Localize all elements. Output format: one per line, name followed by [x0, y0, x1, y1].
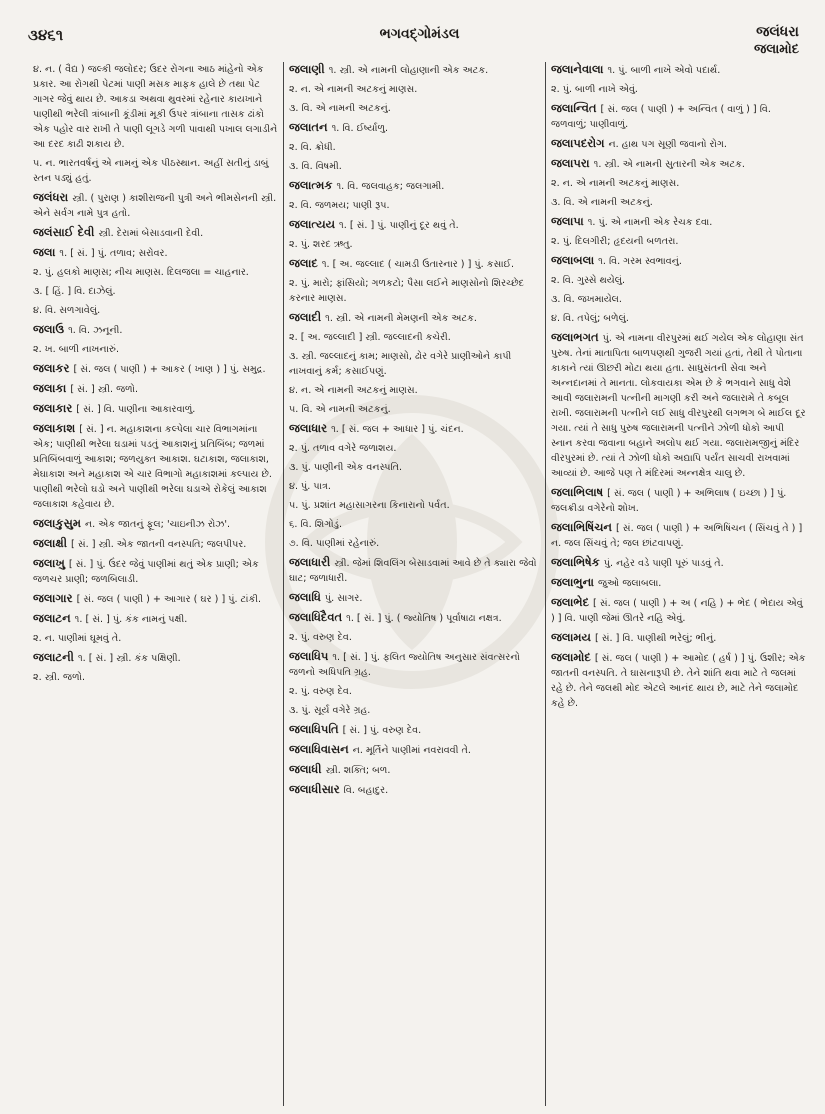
entry-headword: જલાન્વિત	[551, 101, 601, 115]
entry-definition: ૩. વિ. એ નામની અટકનું.	[289, 103, 391, 114]
dictionary-entry	[33, 516, 278, 532]
dictionary-entry	[33, 303, 278, 318]
dictionary-entry	[551, 214, 806, 230]
dictionary-entry	[289, 762, 540, 778]
entry-definition: ન. હાથ પગ સૂણી જવાનો રોગ.	[608, 139, 727, 150]
entry-definition: ૧. [ સં. ] પું. કંક નામનું પક્ષી.	[74, 614, 188, 625]
dictionary-entry	[289, 742, 540, 758]
dictionary-entry	[33, 342, 278, 357]
dictionary-entry	[33, 381, 278, 397]
dictionary-entry	[289, 421, 540, 437]
dictionary-entry	[551, 330, 806, 481]
entry-headword: જલાભગત	[551, 330, 603, 344]
entry-definition: ૩. વિ. એ નામની અટકનું.	[551, 197, 653, 208]
entry-headword: જલાત્મક	[289, 178, 337, 192]
dictionary-entry	[289, 310, 540, 326]
entry-definition: [ સં. ] પું. ઉંદર જેવું પાણીમાં થતું એક પ્રાણી; એક જળચર પ્રાણી; જળબિલાડી.	[33, 559, 259, 585]
entry-definition: ૨. પું. હલકો માણસ; નીચ માણસ. દિલજલા = ચાહનાર.	[33, 267, 249, 278]
entry-definition: ન. એક જાતનું ફૂલ; 'ચાઇનીઝ રોઝ'.	[84, 519, 231, 530]
entry-definition: [ સં. જલ ( પાણી ) + અન્વિત ( વાળું ) ] વિ. જળવાળું; પાણીવાળું.	[551, 104, 771, 130]
dictionary-entry	[289, 237, 540, 252]
entry-headword: જલાભિષિંચન	[551, 520, 616, 534]
entry-definition: ૪. વિ. સળગાવેલું.	[33, 305, 101, 316]
dictionary-entry	[33, 421, 278, 512]
entry-definition: [ સં. જલ ( પાણી ) + અભિલાષ ( ઇચ્છા ) ] પું. જલક્રીડા વગેરેનો શોખ.	[551, 488, 787, 514]
entry-definition: ૧. પું. બાળી નાખે એવો પદાર્થ.	[607, 65, 721, 76]
guide-word-last: જલામોદ	[753, 42, 799, 57]
dictionary-entry	[551, 273, 806, 288]
entry-definition: ૧. પું. એ નામની એક રેચક દવા.	[587, 217, 713, 228]
entry-headword: જલાધારી	[289, 555, 335, 569]
entry-headword: જલાકાર	[33, 401, 77, 415]
entry-definition: વિ. બહાદુર.	[343, 785, 389, 796]
entry-definition: ૬. વિ. શિગોડું.	[289, 519, 342, 530]
dictionary-entry	[289, 402, 540, 417]
dictionary-entry	[33, 245, 278, 261]
entry-definition: ૧. [ સં. ] પું. પાણીનું દૂર થવું તે.	[339, 220, 459, 231]
entry-definition: ૩. વિ. જખમાયેલ.	[551, 294, 622, 305]
entry-definition: ૨. ન. પાણીમાં ઘૂમવું તે.	[33, 633, 122, 644]
dictionary-entry	[33, 322, 278, 338]
dictionary-entry	[551, 195, 806, 210]
dictionary-entry	[551, 292, 806, 307]
entry-headword: જલાભુના	[551, 575, 598, 589]
entry-definition: ૨. પું. દિલગીરી; હૃદયની બળતરા.	[551, 236, 679, 247]
entry-definition: સ્ત્રી. ( પુરાણ ) કાશીરાજની પુત્રી અને ભીમસેનની સ્ત્રી. એને સર્વગ નામે પુત્ર હતો.	[33, 193, 277, 219]
entry-headword: જલાપદરોગ	[551, 136, 609, 150]
entry-definition: ૧. [ અ. જલ્લાદ ( ચામડી ઉતારનાર ) ] પું. કસાઈ.	[321, 259, 515, 270]
entry-headword: જલાપરા	[551, 156, 594, 170]
dictionary-entry	[33, 536, 278, 552]
entry-headword: જલાકર	[33, 361, 74, 375]
entry-headword: જલાધિપ	[289, 649, 333, 663]
entry-definition: [ સં. જલ ( પાણી ) + અ ( નહિ ) + ભેદ ( ભેદાય એવું ) ] વિ. પાણી જેમાં ઊતરે નહિ એવું.	[551, 598, 803, 624]
entry-definition: ૩. સ્ત્રી. જલ્લાદનું કામ; માણસો, ઢોર વગેરે પ્રાણીઓને કાપી નાખવાનું કર્મ; કસાઈપણું.	[289, 351, 512, 377]
entry-headword: જલાતન	[289, 120, 332, 134]
column-3	[546, 62, 811, 1106]
dictionary-entry	[551, 156, 806, 172]
page-header	[28, 20, 811, 60]
entry-headword: જલા	[33, 245, 60, 259]
dictionary-entry	[551, 176, 806, 191]
entry-headword: જલાક્ષી	[33, 536, 72, 550]
entry-definition: ૨. ન. એ નામની અટકનું માણસ.	[551, 178, 680, 189]
entry-definition: ૧. [ સં. ] સ્ત્રી. કંક પક્ષિણી.	[77, 653, 181, 664]
dictionary-entry	[289, 460, 540, 475]
entry-definition: ૨. ખ. બાળી નાખનારું.	[33, 344, 120, 355]
entry-definition: ૧. વિ. ઝનૂની.	[68, 325, 123, 336]
entry-definition: ૨. [ અ. જલ્લાદી ] સ્ત્રી. જલ્લાદની કચેરી.	[289, 332, 451, 343]
dictionary-entry	[33, 401, 278, 417]
page-number: ૩૪૬૧	[28, 26, 64, 44]
dictionary-entry	[33, 284, 278, 299]
entry-definition: ૫. વિ. એ નામની અટકનું.	[289, 404, 391, 415]
dictionary-entry	[289, 140, 540, 155]
dictionary-entry	[289, 498, 540, 513]
entry-definition: ૨. વિ. જળમય; પાણી રૂપ.	[289, 200, 390, 211]
entry-definition: [ સં. જલ ( પાણી ) + આગાર ( ઘર ) ] પું. ટાંકી.	[76, 594, 262, 605]
entry-headword: જલાભિષેક	[551, 555, 604, 569]
entry-definition: ૨. પું. મારો; ફાંસિયો; ગળકટો; પૈસા લઈને માણસોનો શિરચ્છેદ કરનાર માણસ.	[289, 278, 524, 304]
dictionary-entry	[289, 782, 540, 798]
entry-headword: જલાનેવાલા	[551, 62, 608, 76]
entry-definition: ૩. [ હિં. ] વિ. દાઝેલું.	[33, 286, 116, 297]
entry-definition: ૧. સ્ત્રી. એ નામની મેમણની એક અટક.	[325, 313, 477, 324]
entry-definition: ૧. વિ. ઈર્ષ્યાળુ.	[331, 123, 389, 134]
entry-definition: ૪. પું. પાત્ર.	[289, 481, 331, 492]
dictionary-entry	[551, 82, 806, 97]
entry-definition: ૧. વિ. જલવાહક; જલગામી.	[336, 181, 445, 192]
entry-definition: સ્ત્રી. દેરામાં બેસાડવાની દેવી.	[98, 228, 204, 239]
entry-definition: ૨. ન. એ નામની અટકનું માણસ.	[289, 84, 418, 95]
entry-headword: જલંસાઈ દેવી	[33, 225, 99, 239]
entry-headword: જલાભેદ	[551, 595, 594, 609]
entry-definition: ૧. સ્ત્રી. એ નામની લોહાણાની એક અટક.	[328, 65, 489, 76]
entry-definition: ૨. પું. વરુણ દેવ.	[289, 686, 352, 697]
dictionary-entry	[33, 631, 278, 646]
entry-definition: પું. સાગર.	[324, 593, 363, 604]
entry-headword: જલાધાર	[289, 421, 332, 435]
dictionary-entry	[33, 591, 278, 607]
entry-definition: પું. નહેર વડે પાણી પૂરું પાડવું તે.	[603, 558, 724, 569]
entry-definition: [ સં. ] પું. વરુણ દેવ.	[342, 725, 422, 736]
entry-headword: જલાબલા	[551, 253, 599, 267]
running-title: ભગવદ્ગોમંડલ	[379, 26, 460, 42]
entry-definition: ૧. [ સં. જલ + આધાર ] પું. ચંદન.	[331, 424, 464, 435]
dictionary-entry	[551, 555, 806, 571]
dictionary-entry	[33, 611, 278, 627]
entry-definition: ૨. પું. શરદ ઋતુ.	[289, 239, 353, 250]
entry-headword: જલાટની	[33, 650, 78, 664]
dictionary-entry	[551, 234, 806, 249]
dictionary-entry	[551, 595, 806, 626]
dictionary-entry	[289, 590, 540, 606]
entry-definition: સ્ત્રી. જેમાં શિવલિંગ બેસાડવામાં આવે છે તે ક્યારા જેવો ઘાટ; જળાધારી.	[289, 558, 537, 584]
entry-definition: ૪. ન. ( વૈદ્ય ) જલ્કી જલોદર; ઉદર રોગના આઠ માંહેનો એક પ્રકાર. આ રોગથી પેટમાં પાણી મસક માફક હાલે છે તથા પેટ ગાગર જેવું થાય છે. આકડા અથવા થુવરમાં રહેનાર કાયખાને પાણીથી ભરેલી ત્રાંબાની કૂંડીમાં મૂકી ઉપર ત્રાંબાના તાસક ઢાંકો એક પહોર વાર રાખી તે પાણી લૂગડે ગળી પાવાથી પખાલ લગાડીને આ દરદ કાઢી શકાય છે.	[33, 64, 278, 150]
entry-headword: જલાદી	[289, 310, 326, 324]
entry-headword: જલાદ	[289, 256, 322, 270]
entry-headword: જલાધિવાસન	[289, 742, 353, 756]
dictionary-entry	[289, 479, 540, 494]
entry-definition: ૨. પું. બાળી નાખે એવું.	[551, 84, 638, 95]
dictionary-entry	[551, 520, 806, 551]
dictionary-entry	[33, 265, 278, 280]
dictionary-entry	[33, 156, 278, 186]
entry-definition: ૩. પું. સૂર્ય વગેરે ગ્રહ.	[289, 705, 371, 716]
dictionary-entry	[289, 330, 540, 345]
entry-definition: ૨. સ્ત્રી. જળો.	[33, 672, 86, 683]
entry-definition: સ્ત્રી. શક્તિ; બળ.	[325, 765, 391, 776]
dictionary-entry	[289, 610, 540, 626]
dictionary-entry	[289, 349, 540, 379]
entry-headword: જલાગાર	[33, 591, 77, 605]
entry-definition: ૨. વિ. ગુસ્સે થયેલું.	[551, 275, 626, 286]
entry-definition: ૩. પું. પાણીની એક વનસ્પતિ.	[289, 462, 403, 473]
entry-definition: [ સં. ] ન. મહાકાશના કલ્પેલા ચાર વિભાગમાંના એક; પાણીથી ભરેલા ઘડામાં પડતું આકાશનું પ્રતિબિંબ; જળમાં પ્રતિબિંબવાળું આકાશ; જળયુક્ત આકાશ. ઘટાકાશ, જલાકાશ, મેઘાકાશ અને મહાકાશ એ ચાર વિભાગો મહાકાશમાં કલ્પાય છે. પાણીથી ભરેલો ઘડો અને પાણીથી ભરેલા ઘડાએ રોકેલું આકાશ જલાકાશ કહેવાય છે.	[33, 424, 272, 510]
entry-definition: ૧. [ સં. ] પું. ( જ્યોતિષ ) પૂર્વાષાઢા નક્ષત્ર.	[346, 613, 502, 624]
entry-definition: ૫. પું. પ્રશાંત મહાસાગરના કિનારાનો પર્વત.	[289, 500, 450, 511]
dictionary-entry	[289, 120, 540, 136]
entry-headword: જલાધિ	[289, 590, 325, 604]
entry-definition: ન. મૂર્તિને પાણીમાં નવરાવવી તે.	[352, 745, 471, 756]
entry-headword: જલાકાશ	[33, 421, 80, 435]
entry-definition: પું. એ નામના વીરપુરમાં થઈ ગયેલ એક લોહાણા સંત પુરુષ. તેનાં માતાપિતા બાળપણથી ગુજરી ગયાં હતાં, તેથી તે પોતાના કાકાને ત્યાં ઊછરી મોટા થયા હતા. સાધુસંતની સેવા અને અન્નદાનમાં તે માનતા. લોકવાયકા એમ છે કે ભગવાને સાધુ વેશે આવી જલારામની પત્નીની માગણી કરી અને જલારામે તે કબૂલ રાખી. જલારામની પત્નીને લઈ સાધુ વીરપુરથી લગભગ બે માઈલ દૂર ગયા. ત્યાં તે સાધુ પુરુષ જલારામની પત્નીને ઝોળી ધોકો આપી સ્નાન કરવા જવાના બહાને અલોપ થઈ ગયા. જલારામજીનું મંદિર વીરપુરમાં છે. ત્યાં તે ઝોળી ધોકો અદ્યાપિ પર્યંત સાચવી રાખવામાં આવ્યાં છે. આજે પણ તે મંદિરમાં અન્નક્ષેત્ર ચાલુ છે.	[551, 333, 806, 479]
dictionary-entry	[551, 650, 806, 711]
dictionary-entry	[289, 649, 540, 680]
dictionary-entry	[289, 441, 540, 456]
entry-headword: જલાટન	[33, 611, 75, 625]
entry-headword: જલાકા	[33, 381, 71, 395]
dictionary-entry	[33, 225, 278, 241]
entry-headword: જલામોદ	[551, 650, 595, 664]
dictionary-entry	[33, 556, 278, 587]
column-2	[284, 62, 546, 1106]
dictionary-entry	[289, 383, 540, 398]
entry-definition: ૪. વિ. તપેલું; બળેલું.	[551, 313, 629, 324]
dictionary-entry	[33, 361, 278, 377]
entry-headword: જલાધિપતિ	[289, 722, 343, 736]
entry-definition: [ સં. ] સ્ત્રી. એક જાતની વનસ્પતિ; જલપીપર.	[71, 539, 247, 550]
entry-definition: ૧. [ સં. ] પું. તળાવ; સરોવર.	[59, 248, 168, 259]
entry-headword: જલાધી	[289, 762, 326, 776]
entry-headword: જલાપા	[551, 214, 588, 228]
dictionary-entry	[551, 311, 806, 326]
dictionary-entry	[289, 555, 540, 586]
entry-definition: ૧. વિ. ગરમ સ્વભાવનું.	[598, 256, 682, 267]
entry-definition: [ સં. ] વિ. પાણીના આકારવાળું.	[76, 404, 196, 415]
dictionary-entry	[289, 684, 540, 699]
entry-headword: જલાકુસુમ	[33, 516, 85, 530]
entry-headword: જલાણી	[289, 62, 329, 76]
dictionary-entry	[289, 62, 540, 78]
entry-definition: ૭. વિ. પાણીમાં રહેનારું.	[289, 538, 380, 549]
entry-definition: ૩. વિ. વિષમી.	[289, 161, 342, 172]
entry-headword: જલાખુ	[33, 556, 69, 570]
dictionary-entry	[289, 178, 540, 194]
dictionary-entry	[551, 101, 806, 132]
entry-definition: [ સં. જલ ( પાણી ) + અભિષિંચન ( સિંચવું તે ) ] ન. જલ સિંચવું તે; જલ છાંટવાપણું.	[551, 523, 803, 549]
entry-headword: જલાભિલાષ	[551, 485, 608, 499]
entry-definition: ૨. વિ. ક્રોધી.	[289, 142, 336, 153]
entry-headword: જલાઉ	[33, 322, 69, 336]
entry-headword: જલાધિદૈવત	[289, 610, 347, 624]
dictionary-entry	[33, 62, 278, 152]
dictionary-entry	[289, 101, 540, 116]
entry-definition: ૧. સ્ત્રી. એ નામની સુતારની એક અટક.	[593, 159, 745, 170]
dictionary-entry	[289, 630, 540, 645]
dictionary-columns	[28, 62, 811, 1106]
dictionary-entry	[551, 62, 806, 78]
dictionary-entry	[289, 217, 540, 233]
dictionary-entry	[289, 703, 540, 718]
dictionary-entry	[289, 276, 540, 306]
entry-headword: જલામય	[551, 630, 595, 644]
entry-definition: જુઓ જલાબલા.	[597, 578, 662, 589]
column-1	[28, 62, 284, 1106]
dictionary-entry	[289, 722, 540, 738]
entry-definition: ૫. ન. ભારતવર્ષનું એ નામનું એક પીઠસ્થાન. અહીં સતીનું ડાબું સ્તન પડ્યું હતું.	[33, 158, 269, 184]
dictionary-entry	[289, 536, 540, 551]
dictionary-entry	[289, 517, 540, 532]
entry-definition: [ સં. ] સ્ત્રી. જળો.	[70, 384, 139, 395]
dictionary-entry	[551, 253, 806, 269]
dictionary-entry	[289, 256, 540, 272]
entry-definition: [ સં. જલ ( પાણી ) + આમોદ ( હર્ષ ) ] પું. ઉશીર; એક જાતની વનસ્પતિ. તે ઘાસનારૂપી છે. તેને શાંતિ થવા માટે તે જલમાં રહે છે. તેને જલથી મોદ એટલે આનંદ થાય છે, માટે તેને જલામોદ કહે છે.	[551, 653, 806, 709]
dictionary-entry	[33, 650, 278, 666]
entry-definition: ૨. પું. તળાવ વગેરે જળાશય.	[289, 443, 397, 454]
dictionary-entry	[551, 485, 806, 516]
guide-word-first: જલંધરા	[756, 24, 799, 40]
dictionary-entry	[551, 575, 806, 591]
dictionary-entry	[551, 630, 806, 646]
entry-definition: [ સં. જલ ( પાણી ) + આકર ( ખાણ ) ] પું. સમુદ્ર.	[73, 364, 266, 375]
entry-headword: જલાત્યય	[289, 217, 340, 231]
entry-definition: ૪. ન. એ નામની અટકનું માણસ.	[289, 385, 418, 396]
entry-definition: ૧. [ સં. ] પું. ફલિત જ્યોતિષ અનુસાર સંવત્સરનો જળનો અધિપતિ ગ્રહ.	[289, 652, 520, 678]
entry-definition: [ સં. ] વિ. પાણીથી ભરેલું; ભીનું.	[594, 633, 717, 644]
dictionary-entry	[289, 159, 540, 174]
dictionary-entry	[33, 190, 278, 221]
dictionary-entry	[289, 198, 540, 213]
entry-headword: જલાધીસાર	[289, 782, 344, 796]
entry-definition: ૨. પું. વરુણ દેવ.	[289, 632, 352, 643]
dictionary-entry	[33, 670, 278, 685]
entry-headword: જલંધરા	[33, 190, 73, 204]
dictionary-entry	[289, 82, 540, 97]
dictionary-entry	[551, 136, 806, 152]
